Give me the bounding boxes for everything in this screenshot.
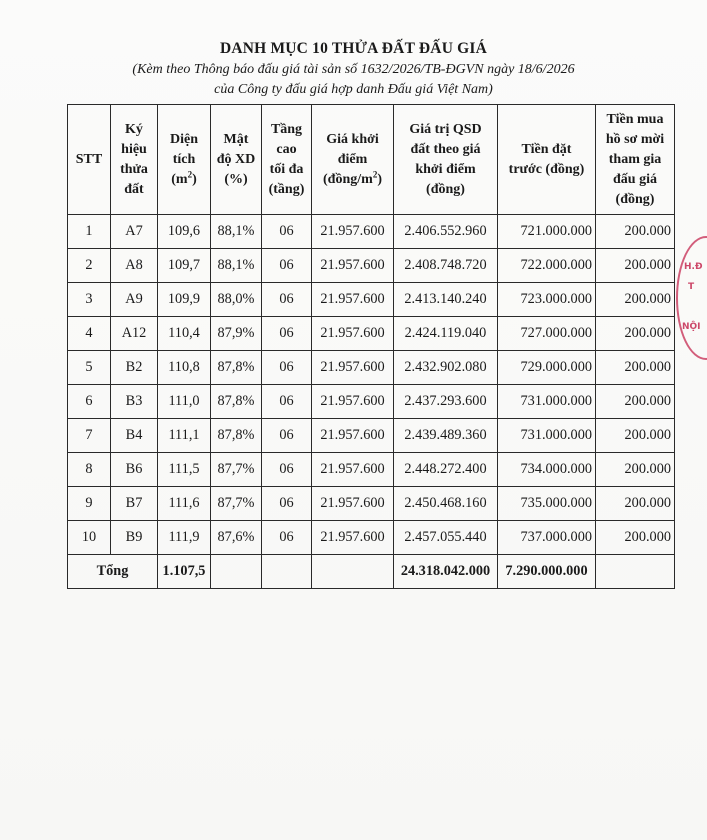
cell-tang-cao: 06 [262, 351, 312, 385]
red-seal-stamp [676, 236, 707, 360]
header-gia-tri-qsd: Giá trị QSD đất theo giá khởi điểm (đồng) [394, 105, 498, 215]
header-gia-khoi-diem: Giá khởi điểm $(đồng/m^2)$ [312, 105, 394, 215]
cell-gia-tri-qsd: 2.437.293.600 [394, 385, 498, 419]
cell-ky-hieu: B7 [111, 487, 158, 521]
cell-gia-tri-qsd: 2.448.272.400 [394, 453, 498, 487]
cell-ky-hieu: A12 [111, 317, 158, 351]
cell-gia-tri-qsd: 2.439.489.360 [394, 419, 498, 453]
cell-mat-do: 88,1% [211, 249, 262, 283]
cell-tien-dat-truoc: 727.000.000 [498, 317, 596, 351]
cell-gia-tri-qsd: 2.432.902.080 [394, 351, 498, 385]
cell-stt: 4 [68, 317, 111, 351]
cell-stt: 8 [68, 453, 111, 487]
cell-gia-khoi-diem: 21.957.600 [312, 283, 394, 317]
cell-tien-mua-ho-so: 200.000 [596, 283, 675, 317]
cell-stt: 5 [68, 351, 111, 385]
cell-dien-tich: 111,6 [158, 487, 211, 521]
total-dien-tich: 1.107,5 [158, 555, 211, 589]
cell-gia-tri-qsd: 2.457.055.440 [394, 521, 498, 555]
cell-gia-khoi-diem: 21.957.600 [312, 385, 394, 419]
cell-gia-khoi-diem: 21.957.600 [312, 249, 394, 283]
cell-dien-tich: 109,9 [158, 283, 211, 317]
cell-mat-do: 87,7% [211, 487, 262, 521]
cell-ky-hieu: B3 [111, 385, 158, 419]
cell-stt: 10 [68, 521, 111, 555]
cell-tien-dat-truoc: 735.000.000 [498, 487, 596, 521]
cell-mat-do: 87,9% [211, 317, 262, 351]
header-tien-dat-truoc: Tiền đặt trước (đồng) [498, 105, 596, 215]
table-row [68, 385, 675, 419]
cell-ky-hieu: B2 [111, 351, 158, 385]
total-empty-cell [262, 555, 312, 589]
cell-tien-mua-ho-so: 200.000 [596, 249, 675, 283]
total-empty-cell [312, 555, 394, 589]
cell-gia-khoi-diem: 21.957.600 [312, 317, 394, 351]
cell-tien-dat-truoc: 737.000.000 [498, 521, 596, 555]
table-total-row [68, 555, 675, 589]
cell-dien-tich: 111,1 [158, 419, 211, 453]
cell-dien-tich: 109,6 [158, 215, 211, 249]
cell-gia-tri-qsd: 2.406.552.960 [394, 215, 498, 249]
cell-ky-hieu: B4 [111, 419, 158, 453]
cell-gia-tri-qsd: 2.450.468.160 [394, 487, 498, 521]
cell-tien-dat-truoc: 731.000.000 [498, 385, 596, 419]
cell-mat-do: 87,7% [211, 453, 262, 487]
total-label: Tổng [68, 555, 158, 589]
cell-stt: 9 [68, 487, 111, 521]
cell-ky-hieu: B6 [111, 453, 158, 487]
cell-gia-khoi-diem: 21.957.600 [312, 521, 394, 555]
cell-dien-tich: 111,5 [158, 453, 211, 487]
cell-ky-hieu: A7 [111, 215, 158, 249]
cell-dien-tich: 110,8 [158, 351, 211, 385]
cell-gia-tri-qsd: 2.424.119.040 [394, 317, 498, 351]
cell-dien-tich: 111,0 [158, 385, 211, 419]
cell-gia-tri-qsd: 2.408.748.720 [394, 249, 498, 283]
total-tien-dat-truoc: 7.290.000.000 [498, 555, 596, 589]
cell-stt: 3 [68, 283, 111, 317]
header-tien-mua-ho-so: Tiền mua hồ sơ mời tham gia đấu giá (đồng) [596, 105, 675, 215]
total-empty-cell [596, 555, 675, 589]
cell-tien-dat-truoc: 734.000.000 [498, 453, 596, 487]
header-tang-cao: Tầng cao tối đa (tầng) [262, 105, 312, 215]
document-title: DANH MỤC 10 THỬA ĐẤT ĐẤU GIÁ [219, 40, 488, 57]
table-header-row [68, 105, 675, 215]
cell-tien-dat-truoc: 723.000.000 [498, 283, 596, 317]
cell-ky-hieu: B9 [111, 521, 158, 555]
cell-tien-dat-truoc: 721.000.000 [498, 215, 596, 249]
table-row [68, 283, 675, 317]
cell-ky-hieu: A9 [111, 283, 158, 317]
document-subtitle-line-2: của Công ty đấu giá hợp danh Đấu giá Việt Nam) [214, 82, 493, 97]
cell-tang-cao: 06 [262, 283, 312, 317]
cell-tien-mua-ho-so: 200.000 [596, 487, 675, 521]
cell-tien-mua-ho-so: 200.000 [596, 453, 675, 487]
table-row [68, 453, 675, 487]
table-row [68, 487, 675, 521]
cell-tien-mua-ho-so: 200.000 [596, 419, 675, 453]
total-empty-cell [211, 555, 262, 589]
cell-tien-dat-truoc: 729.000.000 [498, 351, 596, 385]
cell-mat-do: 87,8% [211, 419, 262, 453]
cell-stt: 6 [68, 385, 111, 419]
cell-gia-tri-qsd: 2.413.140.240 [394, 283, 498, 317]
header-ky-hieu: Ký hiệu thửa đất [111, 105, 158, 215]
cell-stt: 7 [68, 419, 111, 453]
table-row [68, 521, 675, 555]
cell-mat-do: 88,0% [211, 283, 262, 317]
cell-tien-mua-ho-so: 200.000 [596, 521, 675, 555]
stamp-text-fragment: NỘI [682, 322, 701, 332]
cell-gia-khoi-diem: 21.957.600 [312, 351, 394, 385]
cell-tien-mua-ho-so: 200.000 [596, 215, 675, 249]
cell-dien-tich: 111,9 [158, 521, 211, 555]
table-row [68, 215, 675, 249]
land-plot-table [67, 104, 675, 589]
cell-tien-dat-truoc: 731.000.000 [498, 419, 596, 453]
cell-mat-do: 87,8% [211, 351, 262, 385]
stamp-text-fragment: H.Đ [684, 262, 703, 272]
table-row [68, 351, 675, 385]
cell-tang-cao: 06 [262, 215, 312, 249]
total-gia-tri: 24.318.042.000 [394, 555, 498, 589]
cell-tien-dat-truoc: 722.000.000 [498, 249, 596, 283]
table-row [68, 317, 675, 351]
cell-tang-cao: 06 [262, 419, 312, 453]
cell-stt: 2 [68, 249, 111, 283]
cell-mat-do: 88,1% [211, 215, 262, 249]
cell-tien-mua-ho-so: 200.000 [596, 317, 675, 351]
table-body [68, 215, 675, 555]
cell-dien-tich: 109,7 [158, 249, 211, 283]
cell-mat-do: 87,6% [211, 521, 262, 555]
cell-dien-tich: 110,4 [158, 317, 211, 351]
cell-stt: 1 [68, 215, 111, 249]
cell-tang-cao: 06 [262, 521, 312, 555]
cell-tang-cao: 06 [262, 453, 312, 487]
table-row [68, 249, 675, 283]
cell-tang-cao: 06 [262, 249, 312, 283]
cell-gia-khoi-diem: 21.957.600 [312, 215, 394, 249]
cell-tang-cao: 06 [262, 317, 312, 351]
cell-gia-khoi-diem: 21.957.600 [312, 487, 394, 521]
cell-mat-do: 87,8% [211, 385, 262, 419]
cell-gia-khoi-diem: 21.957.600 [312, 419, 394, 453]
header-dien-tich: Diện tích $(m^2)$ [158, 105, 211, 215]
cell-gia-khoi-diem: 21.957.600 [312, 453, 394, 487]
cell-tien-mua-ho-so: 200.000 [596, 385, 675, 419]
cell-tang-cao: 06 [262, 487, 312, 521]
header-stt: STT [68, 105, 111, 215]
cell-tang-cao: 06 [262, 385, 312, 419]
cell-ky-hieu: A8 [111, 249, 158, 283]
cell-tien-mua-ho-so: 200.000 [596, 351, 675, 385]
document-subtitle-line-1: (Kèm theo Thông báo đấu giá tài sản số 1632/2026/TB-ĐGVN ngày 18/6/2026 [132, 62, 575, 77]
header-mat-do: Mật độ XD (%) [211, 105, 262, 215]
table-row [68, 419, 675, 453]
stamp-text-fragment: T [688, 282, 695, 292]
